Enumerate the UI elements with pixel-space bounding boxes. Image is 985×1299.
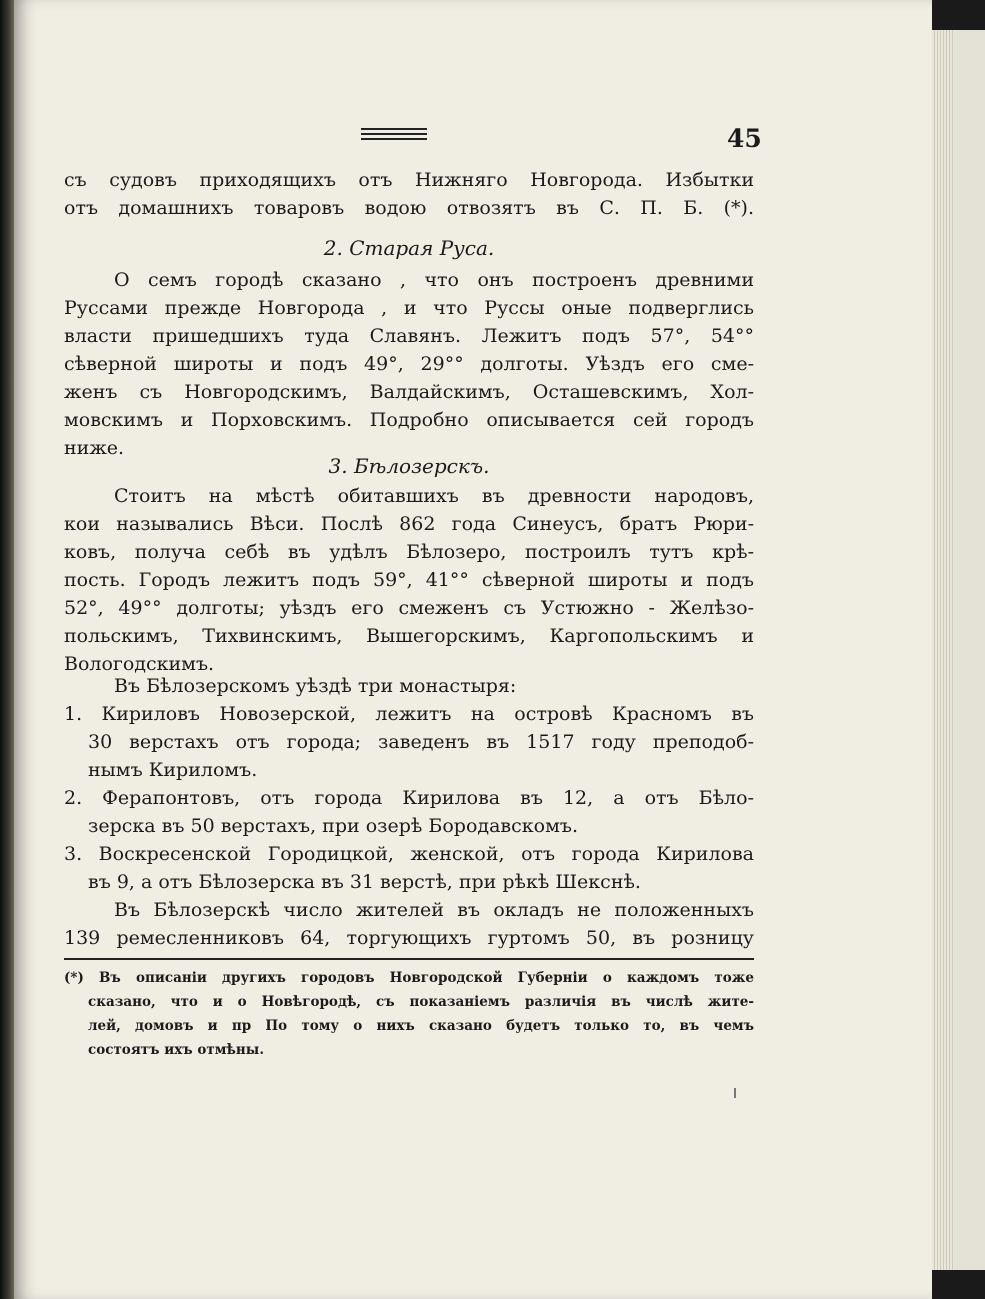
section-heading-staraya-rusa: 2. Старая Руса. (323, 236, 495, 260)
monastery-item-line: 2. Ферапонтовъ, отъ города Кирилова въ 12, а отъ Бѣло- (64, 787, 754, 809)
page-edges (932, 30, 954, 1270)
page-edges-outer (954, 30, 985, 1270)
body-line: женъ съ Новгородскимъ, Валдайскимъ, Осташевскимъ, Хол- (64, 381, 754, 403)
footnote-line: сказано, что и о Новѣгородѣ, съ показаніемъ различія въ числѣ жите- (88, 994, 754, 1010)
body-line: мовскимъ и Порховскимъ. Подробно описывается сей городъ (64, 409, 754, 431)
body-line: съ судовъ приходящихъ отъ Нижняго Новгорода. Избытки (64, 169, 754, 191)
body-line: польскимъ, Тихвинскимъ, Вышегорскимъ, Каргопольскимъ и (64, 625, 754, 647)
body-line: сѣверной широты и подъ 49°, 29°° долготы. Уѣздъ его сме- (64, 353, 754, 375)
monastery-item-line: 3. Воскресенской Городицкой, женской, отъ города Кирилова (64, 843, 754, 865)
body-line: Въ Бѣлозерскѣ число жителей въ окладъ не положенныхъ (114, 899, 754, 921)
body-line: кои назывались Вѣси. Послѣ 862 года Синеусъ, братъ Рюри- (64, 513, 754, 535)
body-line: Вологодскимъ. (64, 653, 215, 675)
page-number: 45 (727, 124, 762, 153)
footnote-line: лей, домовъ и пр По тому о нихъ сказано будетъ только то, въ чемъ (88, 1018, 754, 1034)
body-line: отъ домашнихъ товаровъ водою отвозятъ въ С. П. Б. (*). (64, 197, 754, 219)
paper-mark (734, 1088, 736, 1098)
body-line: 139 ремесленниковъ 64, торгующихъ гуртомъ 50, въ розницу (64, 927, 754, 949)
body-line: О семъ городѣ сказано , что онъ построенъ древними (114, 269, 754, 291)
footnote-line: (*) Въ описаніи другихъ городовъ Новгородской Губерніи о каждомъ тоже (64, 970, 754, 986)
monastery-item-line: 30 верстахъ отъ города; заведенъ въ 1517 году преподоб- (88, 731, 754, 753)
footnote-line: состоятъ ихъ отмѣны. (88, 1042, 265, 1058)
body-line: ковъ, получа себѣ въ удѣлъ Бѣлозеро, построилъ тутъ крѣ- (64, 541, 754, 563)
footnote-separator (64, 958, 754, 960)
body-line: Стоитъ на мѣстѣ обитавшихъ въ древности народовъ, (114, 485, 754, 507)
body-line: Руссами прежде Новгорода , и что Руссы оные подверглись (64, 297, 754, 319)
monastery-item-line: нымъ Кириломъ. (88, 759, 258, 781)
body-line: ниже. (64, 437, 125, 459)
book-page (14, 0, 932, 1299)
book-spine (0, 0, 14, 1299)
section-heading-belozersk: 3. Бѣлозерскъ. (328, 454, 490, 478)
monasteries-intro: Въ Бѣлозерскомъ уѣздѣ три монастыря: (114, 675, 517, 697)
body-line: 52°, 49°° долготы; уѣздъ его смеженъ съ Устюжно - Желѣзо- (64, 597, 754, 619)
body-line: власти пришедшихъ туда Славянъ. Лежитъ подъ 57°, 54°° (64, 325, 754, 347)
header-ornament-rule (361, 128, 427, 143)
body-line: пость. Городъ лежитъ подъ 59°, 41°° сѣверной широты и подъ (64, 569, 754, 591)
monastery-item-line: въ 9, а отъ Бѣлозерска въ 31 верстѣ, при рѣкѣ Шекснѣ. (88, 871, 641, 893)
monastery-item-line: 1. Кириловъ Новозерской, лежитъ на островѣ Красномъ въ (64, 703, 754, 725)
monastery-item-line: зерска въ 50 верстахъ, при озерѣ Бородавскомъ. (88, 815, 578, 837)
